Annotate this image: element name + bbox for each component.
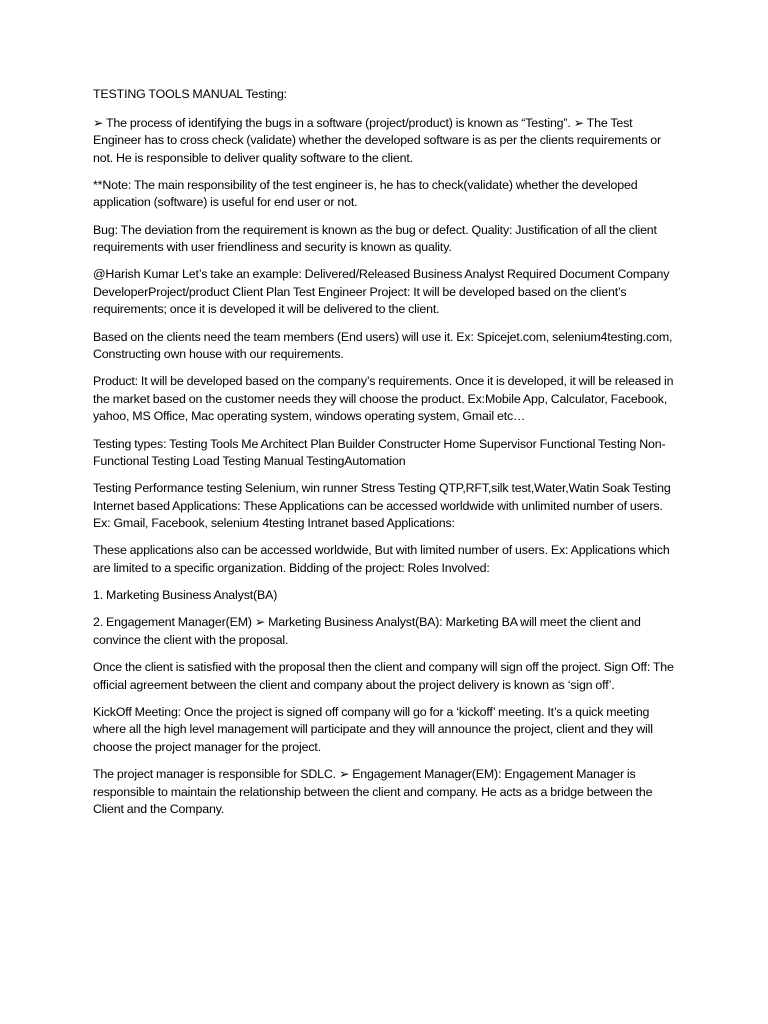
paragraph-sign-off: Once the client is satisfied with the proposal then the client and company will sign off the project. Sign Off: The official agreement between the client and company about the project delivery is known as ‘sign off’. [93, 659, 674, 692]
paragraph-testing-definition: ➢ The process of identifying the bugs in a software (project/product) is known as “Testing”. ➢ The Test Engineer has to cross check (validate) whether the developed software is as per the clients requirements or not. He is responsible to deliver quality software to the client. [93, 115, 662, 165]
paragraph-product: Product: It will be developed based on the company’s requirements. Once it is developed, it will be released in the market based on the customer needs they will choose the product. Ex:Mobile App, Calculator, Facebook, yahoo, MS Office, Mac operating system, windows operating system, Gmail etc… [93, 374, 674, 424]
paragraph-note: **Note: The main responsibility of the test engineer is, he has to check(validate) whether the developed application (software) is useful for end user or not. [93, 177, 638, 210]
paragraph-clients-need: Based on the clients need the team members (End users) will use it. Ex: Spicejet.com, selenium4testing.com, Constructing own house with our requirements. [93, 329, 673, 362]
paragraph-example: @Harish Kumar Let’s take an example: Delivered/Released Business Analyst Required Document Company DeveloperProject/product Client Plan Test Engineer Project: It will be developed based on the client’s requirements; once it is developed it will be delivered to the client. [93, 267, 670, 317]
paragraph-performance-testing: Testing Performance testing Selenium, win runner Stress Testing QTP,RFT,silk test,Water,Watin Soak Testing Internet based Applications: These Applications can be accessed worldwide with unlimited number of users. Ex: Gmail, Facebook, selenium 4testing Intranet based Applications: [93, 481, 671, 531]
paragraph-intranet-apps: These applications also can be accessed worldwide, But with limited number of users. Ex: Applications which are limited to a specific organization. Bidding of the project: Roles Involved: [93, 543, 670, 576]
document-title: TESTING TOOLS MANUAL Testing: [93, 87, 287, 101]
document-page [93, 86, 678, 828]
list-item-engagement-manager: 2. Engagement Manager(EM) ➢ Marketing Business Analyst(BA): Marketing BA will meet the client and convince the client with the proposal. [93, 615, 641, 647]
paragraph-testing-types: Testing types: Testing Tools Me Architect Plan Builder Constructer Home Supervisor Functional Testing Non-Functional Testing Load Testing Manual TestingAutomation [93, 436, 666, 469]
paragraph-kickoff-meeting: KickOff Meeting: Once the project is signed off company will go for a ‘kickoff’ meeting. It’s a quick meeting where all the high level management will participate and they will announce the project, client and they will choose the project manager for the project. [93, 704, 653, 754]
paragraph-project-manager: The project manager is responsible for SDLC. ➢ Engagement Manager(EM): Engagement Manager is responsible to maintain the relationship between the client and company. He acts as a bridge between the Client and the Company. [93, 766, 653, 817]
list-item-marketing-ba: 1. Marketing Business Analyst(BA) [93, 588, 278, 603]
paragraph-bug-quality: Bug: The deviation from the requirement is known as the bug or defect. Quality: Justification of all the client requirements with user friendliness and security is known as quality. [93, 222, 657, 255]
